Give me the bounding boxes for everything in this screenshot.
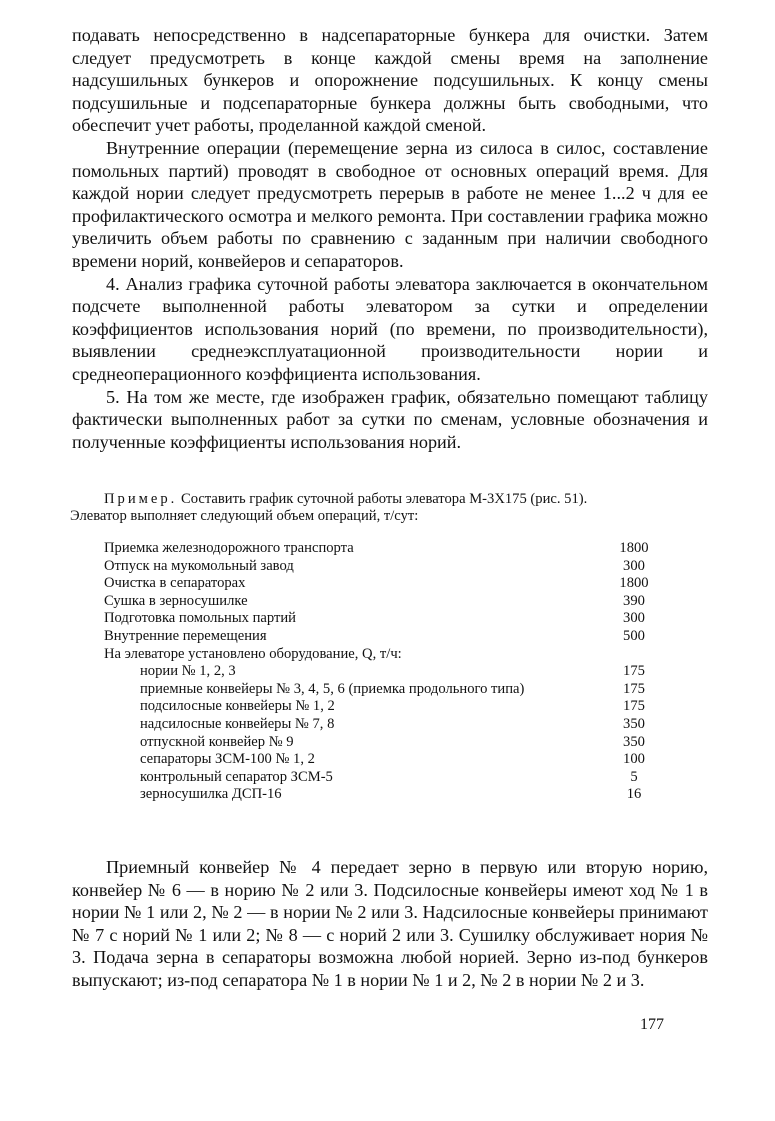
row-value: 300 xyxy=(623,557,645,574)
row-label: сепараторы ЗСМ-100 № 1, 2 xyxy=(140,751,315,768)
operation-row xyxy=(104,540,664,558)
operation-row xyxy=(104,593,664,611)
row-label: Подготовка помольных партий xyxy=(104,610,296,627)
paragraph-4: 5. На том же месте, где изображен график, обязательно помещают таблицу фактически выполненных работ за сутки по сменам, условные обозначения и полученные коэффициенты использования норий. xyxy=(72,386,708,452)
row-label: контрольный сепаратор ЗСМ-5 xyxy=(140,768,333,785)
row-value: 175 xyxy=(623,698,645,715)
row-label: нории № 1, 2, 3 xyxy=(140,663,236,680)
equipment-row xyxy=(104,681,664,699)
equipment-row xyxy=(104,716,664,734)
row-value: 100 xyxy=(623,751,645,768)
row-value: 500 xyxy=(623,627,645,644)
operation-row xyxy=(104,628,664,646)
paragraph-3: 4. Анализ графика суточной работы элеватора заключается в окончательном подсчете выполненной работы элеватором за сутки и определении коэффициентов использования норий (по времени, по производительности), выявлении среднеэксплуатационной производительности нории и среднеоперационного коэффициента использования. xyxy=(72,273,708,384)
row-value: 390 xyxy=(623,592,645,609)
bottom-text-block xyxy=(72,856,708,992)
equipment-header-row xyxy=(104,646,664,664)
paragraph-5: Приемный конвейер № 4 передает зерно в первую или вторую норию, конвейер № 6 — в норию № 2 или 3. Подсилосные конвейеры имеют ход № 1 в нории № 1 или 2, № 2 — в нории № 2 или 3. Надсилосные конвейеры принимают № 7 с норий № 1 или 2; № 8 — с норий 2 или 3. Сушилку обслуживает нория № 3. Подача зерна в сепараторы возможна любой норией. Зерно из-под бункеров выпускают; из-под сепаратора № 1 в нории № 1 и 2, № 2 в нории № 2 и 3. xyxy=(72,857,708,990)
example-text-2: Элеватор выполняет следующий объем операций, т/сут: xyxy=(70,508,419,525)
row-value: 5 xyxy=(630,768,638,785)
equipment-row xyxy=(104,751,664,769)
row-label: Очистка в сепараторах xyxy=(104,575,246,592)
row-value: 1800 xyxy=(619,540,649,556)
operation-row xyxy=(104,610,664,628)
row-value: 16 xyxy=(626,786,642,803)
row-label: Приемка железнодорожного транспорта xyxy=(104,540,354,556)
row-value: 1800 xyxy=(619,575,649,592)
row-label: подсилосные конвейеры № 1, 2 xyxy=(140,698,335,715)
operation-row xyxy=(104,558,664,576)
row-value: 175 xyxy=(623,680,645,697)
equipment-row xyxy=(104,769,664,787)
example-heading xyxy=(70,491,710,526)
top-text-block xyxy=(72,24,708,453)
row-label: приемные конвейеры № 3, 4, 5, 6 (приемка продольного типа) xyxy=(140,680,525,697)
row-value: 300 xyxy=(623,610,645,627)
example-label: Пример. xyxy=(104,491,178,507)
example-text-1: Составить график суточной работы элеватора М-3Х175 (рис. 51). xyxy=(180,491,588,507)
row-value: 175 xyxy=(623,663,645,680)
paragraph-2: Внутренние операции (перемещение зерна из силоса в силос, составление помольных партий) проводят в свободное от основных операций время. Для каждой нории следует предусмотреть перерыв в работе не менее 1...2 ч для ее профилактического осмотра и мелкого ремонта. При составлении графика можно увеличить объем работы по сравнению с заданным при наличии свободного времени норий, конвейеров и сепараторов. xyxy=(72,137,708,271)
equipment-row xyxy=(104,734,664,752)
row-label: отпускной конвейер № 9 xyxy=(140,733,294,750)
row-label: зерносушилка ДСП-16 xyxy=(140,786,282,803)
row-value: 350 xyxy=(623,715,645,732)
row-label: Внутренние перемещения xyxy=(104,627,267,644)
operation-row xyxy=(104,575,664,593)
row-value: 350 xyxy=(623,733,645,750)
row-label: Отпуск на мукомольный завод xyxy=(104,557,294,574)
operations-table xyxy=(104,540,664,804)
row-label: На элеваторе установлено оборудование, Q, т/ч: xyxy=(104,645,402,662)
row-label: надсилосные конвейеры № 7, 8 xyxy=(140,715,335,732)
page-number: 177 xyxy=(640,1016,664,1033)
equipment-row xyxy=(104,663,664,681)
equipment-row xyxy=(104,786,664,804)
equipment-row xyxy=(104,698,664,716)
row-value xyxy=(604,646,664,664)
row-label: Сушка в зерносушилке xyxy=(104,592,248,609)
paragraph-1: подавать непосредственно в надсепараторные бункера для очистки. Затем следует предусмотреть в конце каждой смены время на заполнение надсушильных бункеров и опорожнение подсушильных. К концу смены подсушильные и подсепараторные бункера должны быть свободными, что обеспечит учет работы, проделанной каждой сменой. xyxy=(72,25,708,136)
